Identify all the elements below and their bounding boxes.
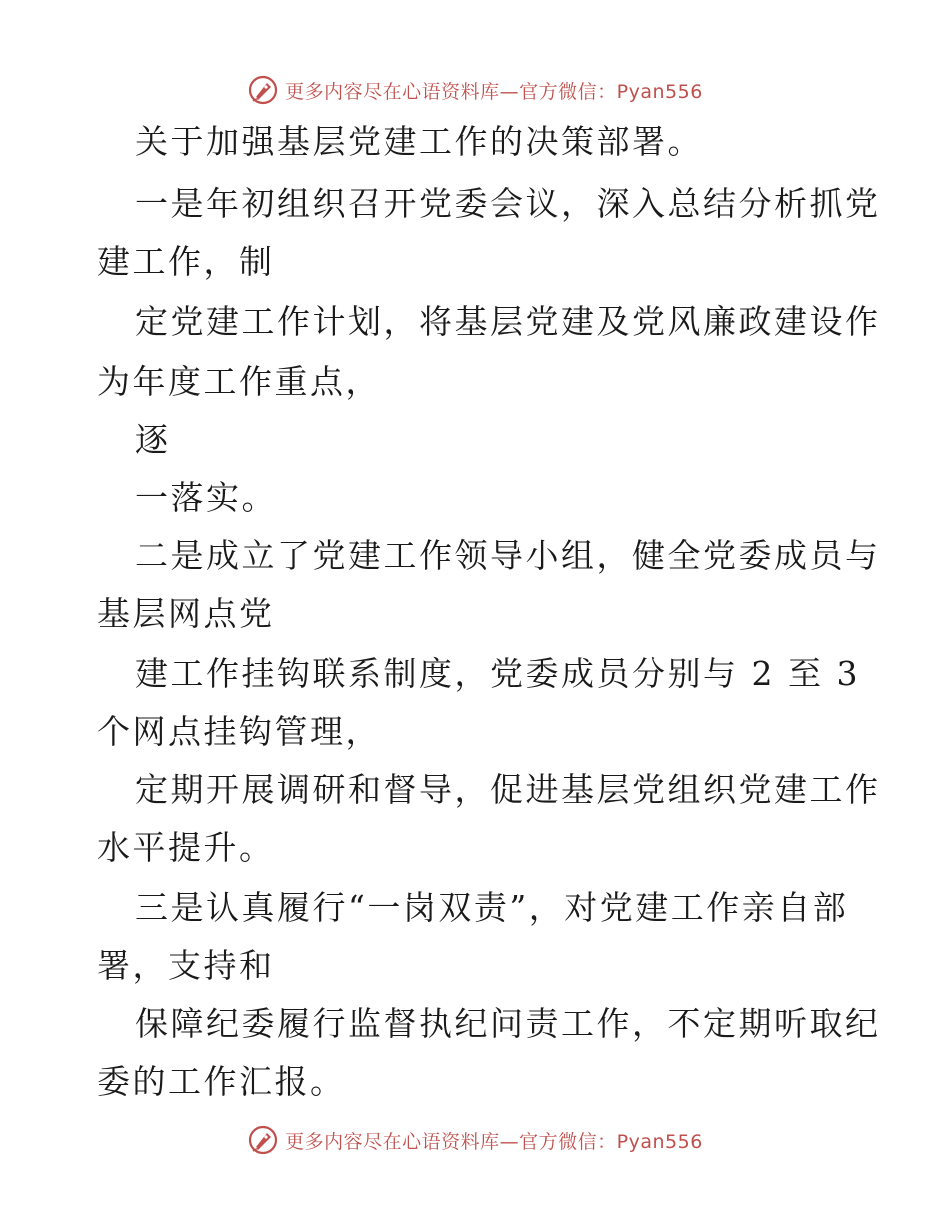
text-line: 三是认真履行“一岗双责”，对党建工作亲自部 [135,888,849,927]
text-line: 定期开展调研和督导，促进基层党组织党建工作 [135,770,881,809]
footer-banner-text: 更多内容尽在心语资料库—官方微信：Pyan556 [285,1130,703,1153]
text-line: 保障纪委履行监督执纪问责工作，不定期听取纪 [135,1004,881,1043]
text-line: 关于加强基层党建工作的决策部署。 [135,122,703,161]
header-banner-text: 更多内容尽在心语资料库—官方微信：Pyan556 [285,80,703,103]
text-line: 水平提升。 [97,828,275,867]
footer-banner [0,1120,950,1160]
pen-nib-logo-icon [247,1124,279,1156]
text-line: 署，支持和 [97,946,275,985]
text-line: 建工作挂钩联系制度，党委成员分别与 2 至 3 [135,654,860,693]
text-line: 定党建工作计划，将基层党建及党风廉政建设作 [135,302,881,341]
text-line: 二是成立了党建工作领导小组，健全党委成员与 [135,536,881,575]
text-line: 逐 [135,420,171,459]
text-line: 委的工作汇报。 [97,1062,346,1101]
text-line: 一落实。 [135,478,277,517]
text-line: 基层网点党 [97,594,275,633]
text-line: 建工作，制 [97,242,275,281]
text-line: 个网点挂钩管理， [97,712,381,751]
pen-nib-logo-icon [247,74,279,106]
text-line: 为年度工作重点， [97,362,381,401]
header-banner [0,70,950,110]
text-line: 一是年初组织召开党委会议，深入总结分析抓党 [135,184,881,223]
